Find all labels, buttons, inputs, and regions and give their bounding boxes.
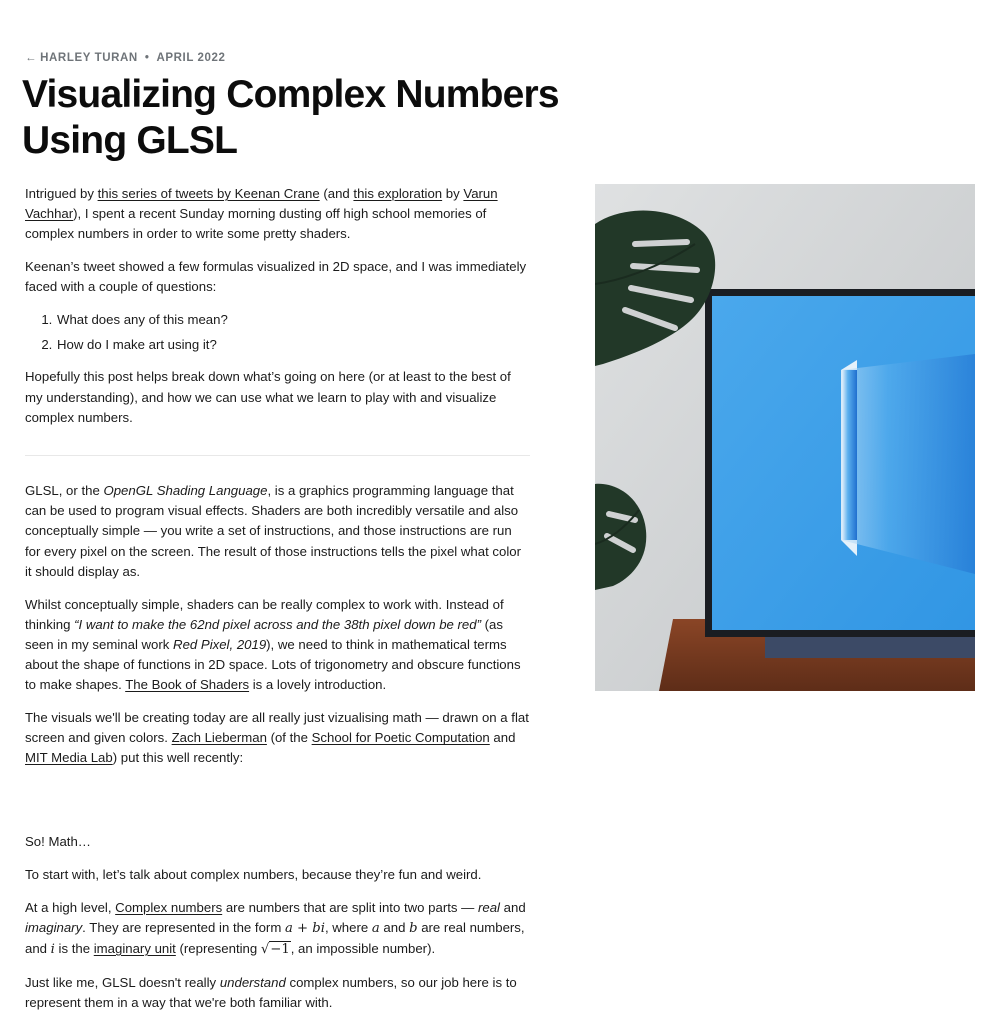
link-imaginary-unit[interactable]: imaginary unit — [93, 940, 176, 956]
math-sqrt-minus-one: √−1 — [260, 941, 290, 957]
math-a-plus-bi: a + bi — [284, 920, 325, 936]
embedded-tweet-placeholder — [25, 781, 530, 832]
link-mit-media-lab[interactable]: MIT Media Lab — [25, 750, 113, 766]
section-divider — [25, 455, 530, 456]
link-varun-vachhar[interactable]: Varun Vachhar — [25, 186, 498, 222]
paragraph-so-math: So! Math… — [25, 834, 91, 850]
paragraph-questions: Keenan’s tweet showed a few formulas visualized in 2D space, and I was immediately faced with a couple of questions: — [25, 259, 527, 295]
page-title — [22, 72, 622, 164]
link-school-poetic-computation[interactable]: School for Poetic Computation — [311, 730, 490, 746]
paragraph-shaders: Whilst conceptually simple, shaders can be really complex to work with. Instead of thinking “I want to make the 62nd pixel across and the 38th pixel down be red” (as seen in my seminal work Red Pixel, 2019), we need to think in mathematical terms about the shape of functions in 2D space. Lots of trigonometry and obscure functions to make shapes. The Book of Shaders is a lovely introduction. — [25, 596, 521, 693]
title-line-2: Using GLSL — [22, 119, 238, 162]
sqrt-sign-icon: √ — [260, 941, 270, 957]
hero-photo — [595, 184, 975, 691]
post-meta — [25, 52, 226, 64]
article-body — [25, 184, 530, 1026]
author-name: HARLEY TURAN — [40, 52, 138, 64]
math-i: i — [50, 941, 55, 957]
link-complex-numbers[interactable]: Complex numbers — [115, 899, 223, 915]
list-item: 1. What does any of this mean? — [56, 310, 530, 330]
paragraph-hopefully: Hopefully this post helps break down what’s going on here (or at least to the best of my understanding), and how we can use what we learn to play with and visualize complex numbers. — [25, 369, 511, 425]
back-arrow-icon: ← — [25, 52, 38, 64]
math-b: b — [409, 920, 418, 936]
link-book-of-shaders[interactable]: The Book of Shaders — [125, 677, 250, 693]
paragraph-complex-intro: To start with, let’s talk about complex numbers, because they’re fun and weird. — [25, 866, 482, 882]
meta-separator: • — [144, 52, 150, 64]
monitor-photo-illustration — [595, 184, 975, 691]
title-line-1: Visualizing Complex Numbers — [22, 73, 559, 116]
paragraph-visuals: The visuals we'll be creating today are all really just vizualising math — drawn on a flat screen and given colors. Zach Lieberman (of the School for Poetic Computation and MIT Media Lab) put this well recently: — [25, 710, 529, 766]
link-keenan-tweets[interactable]: this series of tweets by Keenan Crane — [97, 186, 320, 201]
paragraph-complex-definition: At a high level, Complex numbers are numbers that are split into two parts — real and imaginary. They are represented in the form a + bi, where a and b are real numbers, and i is the imaginary unit (representing √−1, an impossible number). — [25, 899, 526, 957]
question-list — [25, 310, 530, 355]
post-date: APRIL 2022 — [156, 52, 226, 64]
paragraph-glsl-understand: Just like me, GLSL doesn't really understand complex numbers, so our job here is to represent them in a way that we're both familiar with. — [25, 974, 517, 1010]
list-item: 2. How do I make art using it? — [56, 335, 530, 355]
math-a: a — [371, 920, 380, 936]
link-exploration[interactable]: this exploration — [353, 186, 443, 201]
author-link[interactable] — [25, 52, 138, 64]
paragraph-glsl: GLSL, or the OpenGL Shading Language, is a graphics programming language that can be used to program visual effects. Shaders are both incredibly versatile and also conceptually simple — you write a set of instructions, and those instructions are run for every pixel on the screen. The result of those instructions tells the pixel what color it should display as. — [25, 483, 521, 579]
paragraph-intro: Intrigued by this series of tweets by Keenan Crane (and this exploration by Varun Vachhar), I spent a recent Sunday morning dusting off high school memories of complex numbers in order to write some pretty shaders. — [25, 186, 498, 242]
link-zach-lieberman[interactable]: Zach Lieberman — [171, 730, 267, 746]
